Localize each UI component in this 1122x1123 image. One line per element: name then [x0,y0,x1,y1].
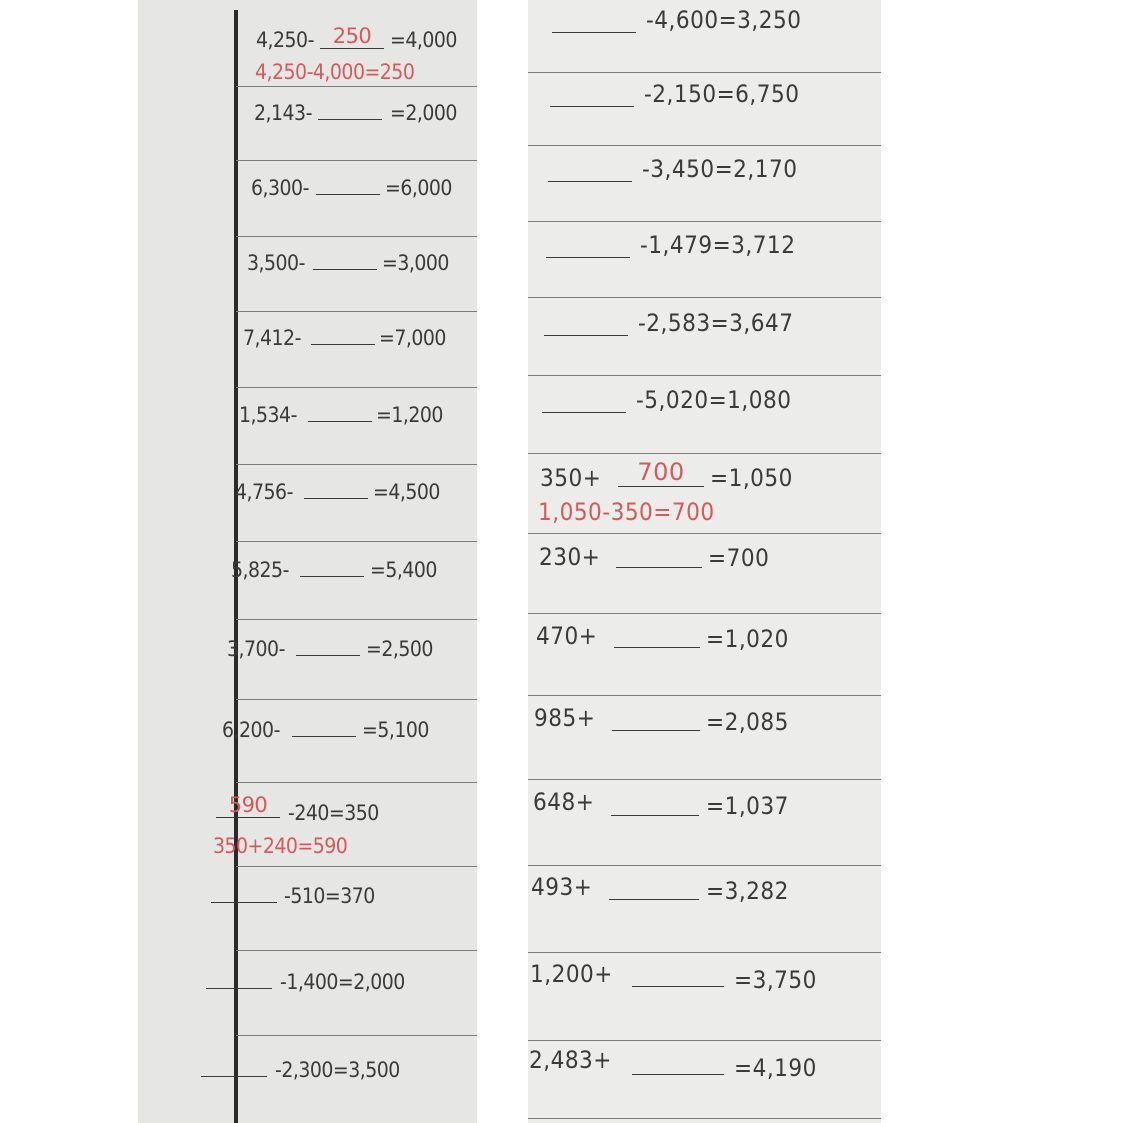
answer-blank[interactable]: 250 [320,24,384,49]
equation-result: =2,085 [706,708,789,736]
equation-result: =3,000 [382,251,449,275]
equation-result: =3,282 [706,877,789,905]
answer-blank[interactable] [206,966,272,989]
minuend: 1,534- [239,403,297,427]
answer-blank[interactable] [313,247,377,270]
equation-result: -2,150=6,750 [644,80,800,108]
answer-blank[interactable] [211,880,277,903]
answer-blank[interactable]: 700 [618,458,704,487]
equation-result: =700 [708,544,770,572]
equation-result: =2,000 [390,101,457,125]
worked-solution: 4,250-4,000=250 [255,60,415,84]
addend: 1,200+ [530,960,613,988]
equation-result: -1,479=3,712 [640,231,796,259]
minuend: 7,412- [243,326,301,350]
answer-blank[interactable] [292,714,356,737]
row-divider [528,297,881,298]
row-divider [236,236,477,237]
row-divider [236,160,477,161]
row-divider [236,619,477,620]
row-divider [528,865,881,866]
answer-blank[interactable]: 590 [216,793,280,818]
row-divider [236,86,477,87]
left-worksheet-column [138,0,477,1123]
worked-solution: 1,050-350=700 [538,498,715,526]
equation-result: -5,020=1,080 [636,386,792,414]
row-divider [236,699,477,700]
equation-result: -4,600=3,250 [646,6,802,34]
row-divider [528,1118,881,1119]
minuend: 6,200- [222,718,280,742]
addend: 648+ [533,788,595,816]
row-divider [528,779,881,780]
answer-blank[interactable] [616,541,702,568]
equation-result: =4,000 [390,28,457,52]
minuend: 3,700- [227,637,285,661]
minuend: 5,825- [231,558,289,582]
answer-blank[interactable] [612,704,700,731]
equation-result: =5,100 [362,718,429,742]
addend: 985+ [534,704,596,732]
row-divider [236,541,477,542]
equation-result: -3,450=2,170 [642,155,798,183]
minuend: 4,756- [235,480,293,504]
row-divider [528,145,881,146]
addend: 493+ [531,873,593,901]
equation-result: =6,000 [385,176,452,200]
row-divider [528,533,881,534]
answer-blank[interactable] [611,789,699,816]
equation-result: =1,050 [710,464,793,492]
addend: 2,483+ [529,1046,612,1074]
addend: 350+ [540,464,602,492]
answer-blank[interactable] [632,1048,724,1075]
row-divider [528,72,881,73]
equation-result: -2,300=3,500 [275,1058,400,1082]
addend: 230+ [539,543,601,571]
minuend: 4,250- [256,28,314,52]
row-divider [528,952,881,953]
answer-blank[interactable] [542,386,626,413]
answer-blank[interactable] [311,322,375,345]
row-divider [528,221,881,222]
equation-result: =2,500 [366,637,433,661]
minuend: 6,300- [251,176,309,200]
row-divider [236,950,477,951]
answer-blank[interactable] [609,873,699,900]
row-divider [236,782,477,783]
row-divider [236,1035,477,1036]
minuend: 2,143- [254,101,312,125]
answer-blank[interactable] [546,231,630,258]
minuend: 3,500- [247,251,305,275]
answer-blank[interactable] [296,633,360,656]
answer-blank[interactable] [304,476,368,499]
answer-blank[interactable] [552,6,636,33]
answer-blank[interactable] [201,1054,267,1077]
answer-blank[interactable] [308,399,372,422]
right-worksheet-column [528,0,881,1123]
equation-result: -1,400=2,000 [280,970,405,994]
row-divider [528,1040,881,1041]
answer-blank[interactable] [318,97,382,120]
row-divider [236,311,477,312]
row-divider [528,375,881,376]
row-divider [528,613,881,614]
answer-blank[interactable] [300,554,364,577]
worked-solution: 350+240=590 [213,834,348,858]
equation-result: =5,400 [370,558,437,582]
equation-result: -240=350 [288,801,379,825]
answer-blank[interactable] [550,80,634,107]
equation-result: =1,020 [706,625,789,653]
equation-result: =4,190 [734,1054,817,1082]
row-divider [236,464,477,465]
row-divider [236,387,477,388]
answer-blank[interactable] [316,172,380,195]
equation-result: =3,750 [734,966,817,994]
row-divider [236,866,477,867]
answer-blank[interactable] [632,960,724,987]
equation-result: =1,200 [376,403,443,427]
row-divider [528,695,881,696]
answer-blank[interactable] [544,309,628,336]
row-divider [528,453,881,454]
answer-blank[interactable] [548,155,632,182]
answer-blank[interactable] [614,621,700,648]
equation-result: -510=370 [284,884,375,908]
equation-result: =4,500 [373,480,440,504]
equation-result: -2,583=3,647 [638,309,794,337]
equation-result: =7,000 [379,326,446,350]
addend: 470+ [536,622,598,650]
equation-result: =1,037 [706,792,789,820]
